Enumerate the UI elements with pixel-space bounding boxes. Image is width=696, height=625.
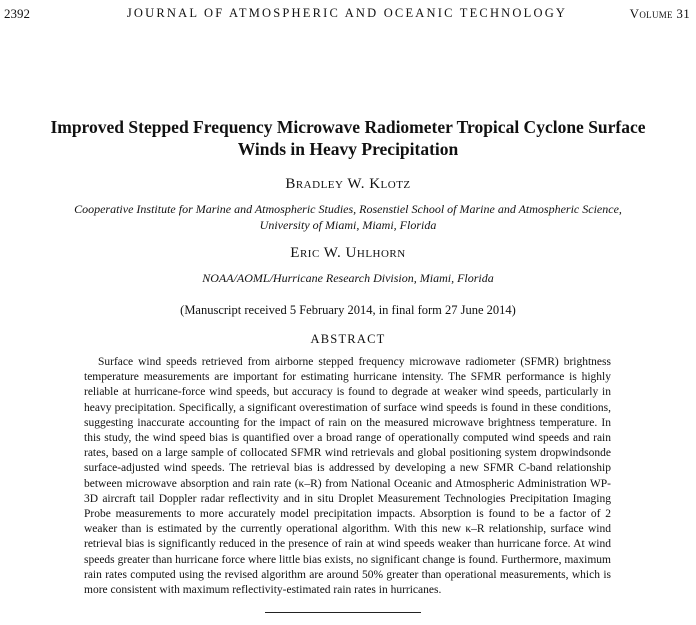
journal-name: JOURNAL OF ATMOSPHERIC AND OCEANIC TECHNOLOGY bbox=[126, 6, 568, 20]
abstract-text: Surface wind speeds retrieved from airborne stepped frequency microwave radiometer (SFMR) brightness temperature measurements are important for estimating hurricane intensity. The SFMR performance is highly reliable at hurricane-force wind speeds, but accuracy is found to degrade at weaker wind speeds, particularly in heavy precipitation. Specifically, a significant overestimation of surface wind speeds is found in these conditions, suggesting inaccurate accounting for the impact of rain on the measured microwave brightness temperature. In this study, the wind speed bias is quantified over a broad range of operationally computed wind speeds and rain rates, based on a large sample of collocated SFMR wind retrievals and global positioning system dropwindsonde surface-adjusted wind speeds. The retrieval bias is addressed by developing a new SFMR C-band relationship between microwave absorption and rain rate (κ–R) from National Oceanic and Atmospheric Administration WP-3D aircraft tail Doppler radar reflectivity and in situ Droplet Measurement Technologies Precipitation Imaging Probe measurements to more accurately model precipitation impacts. Absorption is found to be a factor of 2 weaker than is estimated by the currently operational algorithm. With this new κ–R relationship, surface wind retrieval bias is significantly reduced in the presence of rain at wind speeds weaker than hurricane force. At wind speeds greater than hurricane force where little bias exists, no significant change is found. Furthermore, maximum rain rates computed using the revised algorithm are around 50% greater than operational measurements, which is more consistent with maximum reflectivity-estimated rain rates in hurricanes. bbox=[84, 356, 611, 597]
manuscript-dates: (Manuscript received 5 February 2014, in final form 27 June 2014) bbox=[180, 303, 516, 317]
page-number: 2392 bbox=[4, 6, 30, 21]
author-name: Eric W. Uhlhorn bbox=[290, 245, 406, 261]
author-affiliation bbox=[40, 270, 656, 286]
footnote-divider bbox=[265, 612, 421, 613]
paper-title: Improved Stepped Frequency Microwave Radiometer Tropical Cyclone Surface Winds in Heavy Precipitation bbox=[50, 117, 646, 159]
affiliation-line: University of Miami, Miami, Florida bbox=[259, 218, 437, 232]
running-header bbox=[4, 6, 690, 22]
affiliation-line: NOAA/AOML/Hurricane Research Division, Miami, Florida bbox=[202, 271, 494, 285]
affiliation-line: Cooperative Institute for Marine and Atmospheric Studies, Rosenstiel School of Marine and Atmospheric Science, bbox=[74, 202, 622, 216]
abstract-heading: ABSTRACT bbox=[310, 332, 386, 346]
volume-number: Volume 31 bbox=[629, 6, 690, 21]
author-name: Bradley W. Klotz bbox=[285, 176, 411, 192]
author-affiliation bbox=[40, 201, 656, 233]
